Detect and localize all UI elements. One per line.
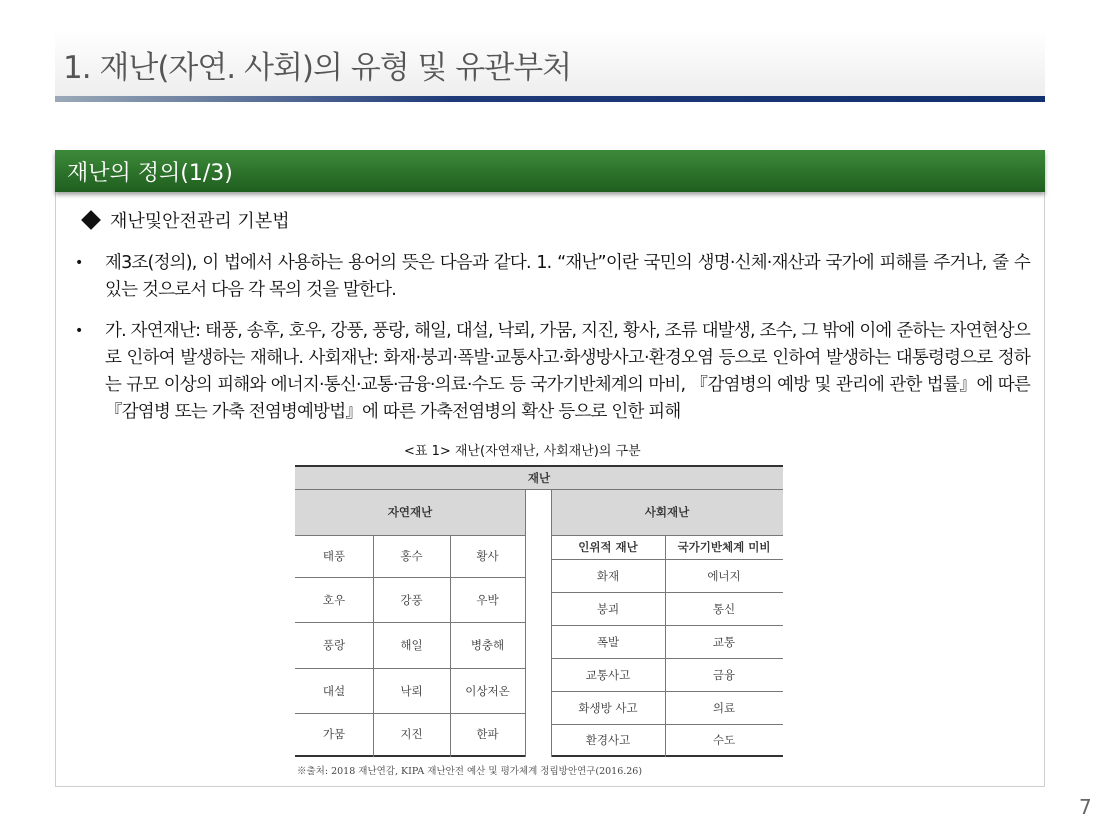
table-cell: 금융 [712,667,736,682]
table-cell: 의료 [712,700,736,715]
table-caption: <표 1> 재난(자연재난, 사회재난)의 구분 [404,444,641,459]
bullet-item-definition [75,250,1030,304]
table-cell: 황사 [476,549,499,563]
social-col-header: 국가기반체계 미비 [677,540,771,554]
title-underline [55,96,1045,102]
table-cell: 붕괴 [596,601,620,616]
bullet-text: 가. 자연재난: 태풍, 송후, 호우, 강풍, 풍랑, 해일, 대설, 낙뢰, 가뭄, 지진, 황사, 조류 대발생, 조수, 그 밖에 이에 준하는 자연현상으로 인하여 발생하는 재해나. 사회재난: 화재·붕괴·폭발·교통사고·화생방사고·환경오염 등으로 인하여 발생하는 대통령령으로 정하는 규모 이상의 피해와 에너지·통신·교통·금융·의료·수도 등 국가기반체계의 마비, 『감염병의 예방 및 관리에 관한 법률』에 따른 『감염병 또는 가축 전염병예방법』에 따른 가축전염병의 확산 등으로 인한 피해 [105,321,1030,422]
natural-disaster-header: 자연재난 [387,505,433,519]
diamond-bullet-icon [81,210,101,230]
bullet-item-types [75,318,1030,426]
page-number: 7 [1079,795,1092,819]
bullet-text: 제3조(정의), 이 법에서 사용하는 용어의 뜻은 다음과 같다. 1. “재난”이란 국민의 생명·신체·재산과 국가에 피해를 주거나, 줄 수 있는 것으로서 다음 각 목의 것을 말한다. [105,253,1030,300]
table-cell: 가뭄 [322,727,346,741]
table-cell: 강풍 [400,592,423,607]
table-top-header: 재난 [527,471,551,485]
social-disaster-header: 사회재난 [644,505,690,519]
table-cell: 홍수 [400,549,423,563]
table-cell: 교통 [712,634,736,649]
page-title: 1. 재난(자연. 사회)의 유형 및 유관부처 [63,50,572,86]
section-title: 재난의 정의(1/3) [67,161,233,186]
table-cell: 통신 [712,601,736,616]
bullet-dot-icon: • [75,255,83,271]
social-col-header: 인위적 재난 [578,540,638,554]
table-cell: 수도 [712,732,736,747]
bullet-dot-icon: • [75,323,83,339]
table-cell: 병충해 [470,638,505,652]
table-cell: 풍랑 [322,638,346,652]
law-heading-line [80,207,290,233]
table-cell: 환경사고 [585,732,631,747]
table-cell: 우박 [476,592,499,607]
table-cell: 한파 [476,727,499,741]
table-cell: 에너지 [707,568,741,583]
table-cell: 호우 [322,592,346,607]
table-cell: 화재 [596,568,620,583]
section-header [55,150,1045,192]
table-cell: 교통사고 [585,667,631,682]
table-cell: 해일 [400,638,423,652]
table-cell: 대설 [322,683,346,698]
table-source: ※출처: 2018 재난연감, KIPA 재난안전 예산 및 평가체계 정립방안연구(2016.26) [297,766,643,777]
table-cell: 이상저온 [465,683,510,698]
table-cell: 화생방 사고 [578,700,638,715]
table-cell: 지진 [400,727,423,741]
table-cell: 태풍 [322,549,346,563]
disaster-table [295,465,783,757]
table-cell: 폭발 [596,634,620,649]
table-cell: 낙뢰 [400,683,423,698]
law-heading: 재난및안전관리 기본법 [110,211,290,232]
